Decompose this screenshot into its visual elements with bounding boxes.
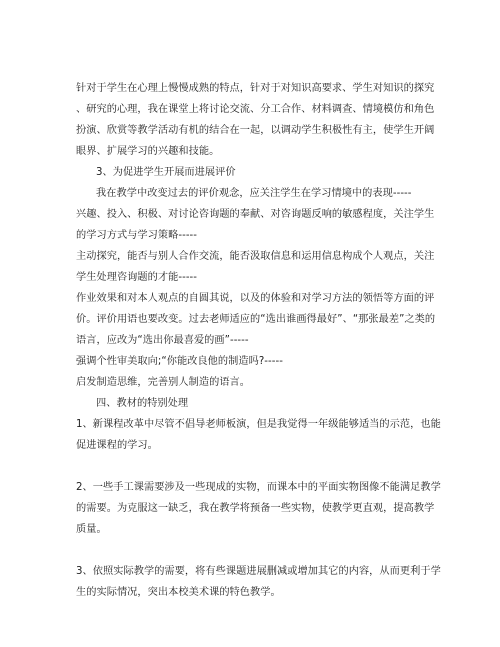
section-heading: 四、教材的特别处理 — [96, 398, 189, 409]
text-line: 针对于学生在心理上慢慢成熟的特点，针对于对知识高要求、学生对知识的探究 — [76, 83, 435, 94]
list-item-2-continued: 质量。 — [76, 524, 107, 535]
text-line: 眼界、扩展学习的兴趣和技能。 — [76, 146, 220, 157]
text-line: 强调个性审美取向;“你能改良他的制造吗?----- — [76, 356, 283, 367]
paragraph-gap — [76, 456, 436, 477]
list-item-2-continued: 的需要。为克服这一缺乏，我在教学将预备一些实物，使教学更直观，提高教学 — [76, 503, 435, 514]
section-heading: 3、为促进学生开展而进展评价 — [96, 167, 236, 178]
list-item-1-continued: 促进课程的学习。 — [76, 440, 158, 451]
text-line: 作业效果和对本人观点的自圆其说，以及的体验和对学习方法的领悟等方面的评 — [76, 293, 435, 304]
text-line: 、研究的心理，我在课堂上将讨论交流、分工合作、材料调查、情境模仿和角色 — [76, 104, 435, 115]
text-line: 主动探究，能否与别人合作交流，能否汲取信息和运用信息构成个人观点，关注 — [76, 251, 435, 262]
list-item-1: 1、新课程改革中尽管不倡导老师板演，但是我觉得一年级能够适当的示范，也能 — [76, 419, 441, 430]
text-line: 启发制造思维，完善别人制造的语言。 — [76, 377, 251, 388]
text-line: 我在教学中改变过去的评价观念，应关注学生在学习情境中的表现----- — [96, 188, 412, 199]
paragraph-gap — [76, 540, 436, 561]
text-line: 兴趣、投入、积极、对讨论咨询题的奉献、对咨询题反响的敏感程度，关注学生 — [76, 209, 435, 220]
list-item-2: 2、一些手工课需要涉及一些现成的实物，而课本中的平面实物图像不能满足教学 — [76, 482, 441, 493]
list-item-3: 3、依照实际教学的需要，将有些课题进展删减或增加其它的内容，从而更利于学 — [76, 566, 441, 577]
text-line: 的学习方式与学习策略----- — [76, 230, 198, 241]
text-line: 语言，应改为“选出你最喜爱的画”----- — [76, 335, 249, 346]
list-item-3-continued: 生的实际情况，突出本校美术课的特色教学。 — [76, 587, 281, 598]
text-line: 学生处理咨询题的才能----- — [76, 272, 198, 283]
text-line: 价。评价用语也要改变。过去老师适应的“选出谁画得最好”、“那张最差”之类的 — [76, 314, 436, 325]
text-line: 扮演、欣赏等教学活动有机的结合在一起，以调动学生积极性有主，使学生开阔 — [76, 125, 435, 136]
